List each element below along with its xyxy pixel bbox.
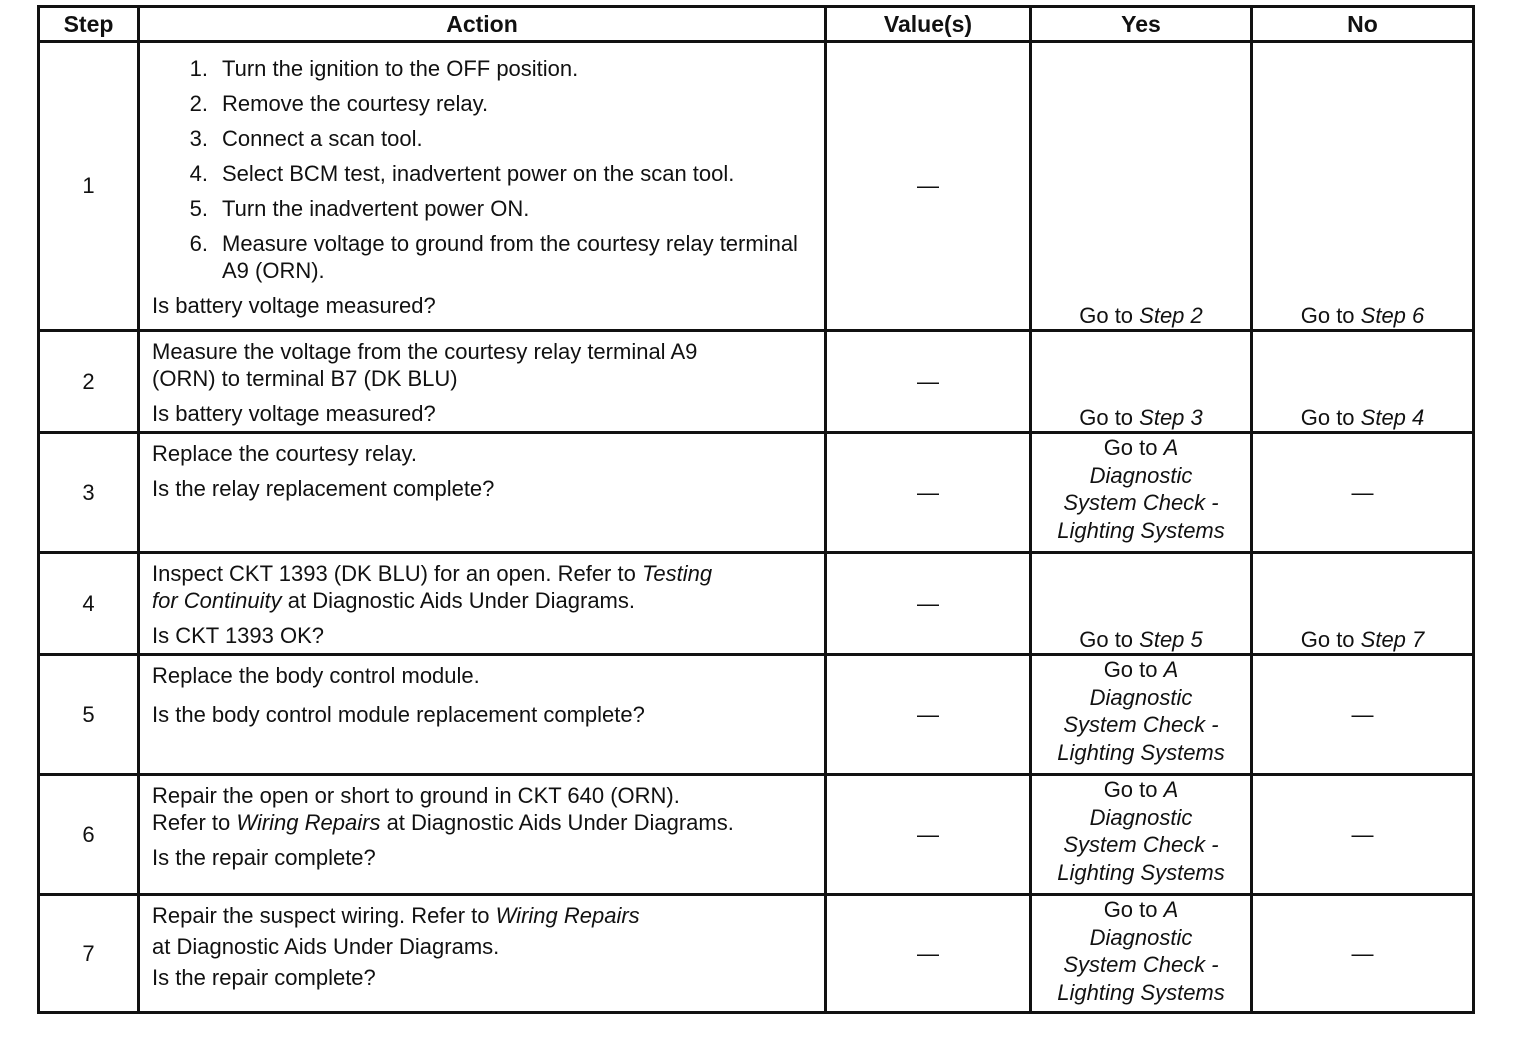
header-values: Value(s) bbox=[826, 7, 1031, 42]
header-step: Step bbox=[39, 7, 139, 42]
header-row bbox=[39, 7, 1474, 42]
yes-cell: Go to Step 3 bbox=[1031, 331, 1252, 433]
step-number: 6 bbox=[39, 775, 139, 895]
step-link: Step 4 bbox=[1360, 405, 1425, 430]
action-text: Inspect CKT 1393 (DK BLU) for an open. Refer to Testing bbox=[152, 561, 713, 586]
yes-cell: Go to A Diagnostic System Check - Lighting Systems bbox=[1031, 433, 1252, 553]
action-cell bbox=[139, 895, 826, 1013]
action-text: Replace the body control module. bbox=[152, 663, 480, 688]
table-row bbox=[39, 42, 1474, 331]
table-row bbox=[39, 895, 1474, 1013]
reference-link: Testing bbox=[641, 561, 713, 586]
header-yes: Yes bbox=[1031, 7, 1252, 42]
table-row bbox=[39, 655, 1474, 775]
action-cell bbox=[139, 433, 826, 553]
procedure-list bbox=[152, 55, 814, 284]
step-link: Step 3 bbox=[1139, 405, 1203, 430]
value-cell: — bbox=[826, 553, 1031, 655]
yes-cell: Go to A Diagnostic System Check - Lighting Systems bbox=[1031, 775, 1252, 895]
value-cell: — bbox=[826, 42, 1031, 331]
action-cell bbox=[139, 655, 826, 775]
list-item: 5. Turn the inadvertent power ON. bbox=[189, 196, 530, 221]
action-cell bbox=[139, 42, 826, 331]
action-text: at Diagnostic Aids Under Diagrams. bbox=[152, 934, 500, 959]
no-cell: Go to Step 4 bbox=[1252, 331, 1474, 433]
action-cell bbox=[139, 553, 826, 655]
action-text: Replace the courtesy relay. bbox=[152, 441, 417, 466]
list-item: 3. Connect a scan tool. bbox=[189, 126, 423, 151]
action-cell bbox=[139, 331, 826, 433]
value-cell: — bbox=[826, 895, 1031, 1013]
reference-link: Wiring Repairs bbox=[236, 810, 381, 835]
list-item: 2. Remove the courtesy relay. bbox=[189, 91, 489, 116]
yes-cell: Go to A Diagnostic System Check - Lighting Systems bbox=[1031, 655, 1252, 775]
table-row bbox=[39, 553, 1474, 655]
header-action: Action bbox=[139, 7, 826, 42]
action-question: Is battery voltage measured? bbox=[152, 293, 436, 318]
step-number: 4 bbox=[39, 553, 139, 655]
action-question: Is the relay replacement complete? bbox=[152, 476, 495, 501]
header-no: No bbox=[1252, 7, 1474, 42]
action-question: Is the repair complete? bbox=[152, 965, 376, 990]
reference-link: for Continuity bbox=[152, 588, 282, 613]
step-link: Step 5 bbox=[1139, 627, 1203, 652]
action-text: Measure the voltage from the courtesy relay terminal A9 bbox=[152, 339, 698, 364]
action-text: (ORN) to terminal B7 (DK BLU) bbox=[152, 366, 458, 391]
diagnostic-table bbox=[37, 5, 1475, 1014]
action-question: Is the body control module replacement complete? bbox=[152, 702, 645, 727]
yes-cell: Go to Step 2 bbox=[1031, 42, 1252, 331]
no-cell: Go to Step 6 bbox=[1252, 42, 1474, 331]
value-cell: — bbox=[826, 655, 1031, 775]
list-item: 1. Turn the ignition to the OFF position. bbox=[189, 56, 579, 81]
no-cell: Go to Step 7 bbox=[1252, 553, 1474, 655]
value-cell: — bbox=[826, 775, 1031, 895]
action-cell bbox=[139, 775, 826, 895]
step-number: 7 bbox=[39, 895, 139, 1013]
no-cell: — bbox=[1252, 433, 1474, 553]
value-cell: — bbox=[826, 331, 1031, 433]
action-question: Is the repair complete? bbox=[152, 845, 376, 870]
step-number: 1 bbox=[39, 42, 139, 331]
step-number: 2 bbox=[39, 331, 139, 433]
action-text: Repair the suspect wiring. Refer to Wiring Repairs bbox=[152, 903, 640, 928]
no-cell: — bbox=[1252, 655, 1474, 775]
step-link: Step 2 bbox=[1139, 303, 1203, 328]
no-cell: — bbox=[1252, 775, 1474, 895]
yes-cell: Go to A Diagnostic System Check - Lighting Systems bbox=[1031, 895, 1252, 1013]
action-question: Is CKT 1393 OK? bbox=[152, 623, 325, 648]
step-number: 3 bbox=[39, 433, 139, 553]
table-row bbox=[39, 331, 1474, 433]
table-row bbox=[39, 433, 1474, 553]
value-cell: — bbox=[826, 433, 1031, 553]
list-item: 4. Select BCM test, inadvertent power on the scan tool. bbox=[189, 161, 735, 186]
step-link: Step 7 bbox=[1360, 627, 1425, 652]
action-text: Repair the open or short to ground in CKT 640 (ORN). bbox=[152, 783, 680, 808]
yes-cell: Go to Step 5 bbox=[1031, 553, 1252, 655]
action-text: for Continuity at Diagnostic Aids Under Diagrams. bbox=[152, 588, 635, 613]
action-text: Refer to Wiring Repairs at Diagnostic Aids Under Diagrams. bbox=[152, 810, 734, 835]
no-cell: — bbox=[1252, 895, 1474, 1013]
list-item: 6. Measure voltage to ground from the courtesy relay terminal A9 (ORN). bbox=[189, 231, 798, 283]
step-number: 5 bbox=[39, 655, 139, 775]
action-question: Is battery voltage measured? bbox=[152, 401, 436, 426]
step-link: Step 6 bbox=[1360, 303, 1425, 328]
table-row bbox=[39, 775, 1474, 895]
reference-link: Wiring Repairs bbox=[495, 903, 640, 928]
